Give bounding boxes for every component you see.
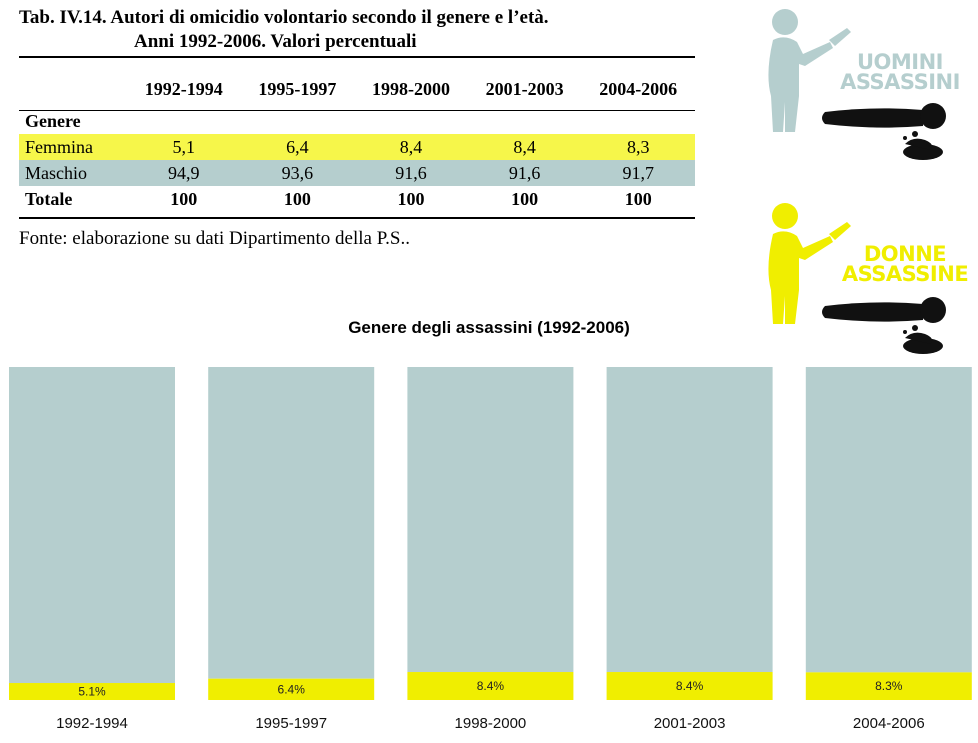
chart-title: Genere degli assassini (1992-2006): [348, 318, 630, 337]
table-header-cell: 1998-2000: [371, 78, 450, 99]
table-cell: 100: [283, 188, 311, 209]
bar-maschio-2004-2006: [806, 367, 972, 672]
table-cell: 8,3: [581, 134, 695, 160]
table-header-cell: [19, 70, 127, 108]
table-row-total: [19, 186, 695, 212]
row-label: Femmina: [19, 134, 127, 160]
table-cell: 91,6: [468, 160, 582, 186]
data-label: 6.4%: [277, 682, 305, 697]
row-label: Totale: [25, 188, 73, 209]
table-header-row: [19, 70, 695, 108]
table-cell: 8,4: [468, 134, 582, 160]
table-row-male: [19, 160, 695, 186]
table-header-cell: 1995-1997: [258, 78, 337, 99]
table-cell: 91,6: [354, 160, 468, 186]
table-cell: 100: [511, 188, 539, 209]
stacked-bar-chart: [0, 355, 978, 743]
x-tick-label: 1998-2000: [454, 715, 527, 732]
men-logo-line2: ASSASSINI: [840, 70, 960, 94]
table-cell: 94,9: [127, 160, 241, 186]
x-tick-label: 2004-2006: [852, 715, 925, 732]
table-row-female: [19, 134, 695, 160]
table-cell: 6,4: [241, 134, 355, 160]
table-cell: 93,6: [241, 160, 355, 186]
table-group-row: [19, 108, 695, 134]
x-tick-label: 1992-1994: [56, 715, 128, 732]
table-header-cell: 2004-2006: [599, 78, 678, 99]
data-label: 5.1%: [78, 684, 106, 699]
table-title-line1: Tab. IV.14. Autori di omicidio volontario secondo il genere e l’età.: [19, 7, 549, 28]
x-tick-label: 1995-1997: [255, 715, 328, 732]
table-bottom-rule: [19, 217, 695, 219]
table-source: Fonte: elaborazione su dati Dipartimento della P.S..: [19, 228, 411, 249]
x-tick-label: 2001-2003: [653, 715, 726, 732]
women-logo-line2: ASSASSINE: [841, 262, 969, 286]
data-label: 8.4%: [476, 679, 505, 694]
women-logo-line1: DONNE: [863, 242, 947, 266]
blood-drops-icon: [903, 131, 918, 140]
bar-maschio-2001-2003: [607, 367, 773, 672]
table-cell: 100: [624, 188, 652, 209]
bar-maschio-1995-1997: [208, 367, 374, 679]
table-header-cell: 1992-1994: [144, 78, 223, 99]
victim-body-icon: [822, 103, 946, 160]
bar-maschio-1992-1994: [9, 367, 175, 683]
table-cell: 100: [397, 188, 425, 209]
men-logo-line1: UOMINI: [856, 50, 943, 74]
women-logo-text: [836, 244, 974, 284]
table-top-rule: [19, 56, 695, 58]
table-title-line2: Anni 1992-2006. Valori percentuali: [134, 31, 417, 52]
data-label: 8.4%: [675, 679, 704, 694]
table-cell: 8,4: [354, 134, 468, 160]
data-table: [19, 70, 695, 212]
group-label: Genere: [25, 110, 81, 131]
table-cell: 100: [170, 188, 198, 209]
men-logo-text: [840, 52, 960, 92]
row-label: Maschio: [19, 160, 127, 186]
data-label: 8.3%: [875, 679, 903, 694]
bar-maschio-1998-2000: [407, 367, 573, 672]
table-title: [19, 6, 699, 54]
table-header-cell: 2001-2003: [485, 78, 564, 99]
table-cell: 91,7: [581, 160, 695, 186]
table-cell: 5,1: [127, 134, 241, 160]
